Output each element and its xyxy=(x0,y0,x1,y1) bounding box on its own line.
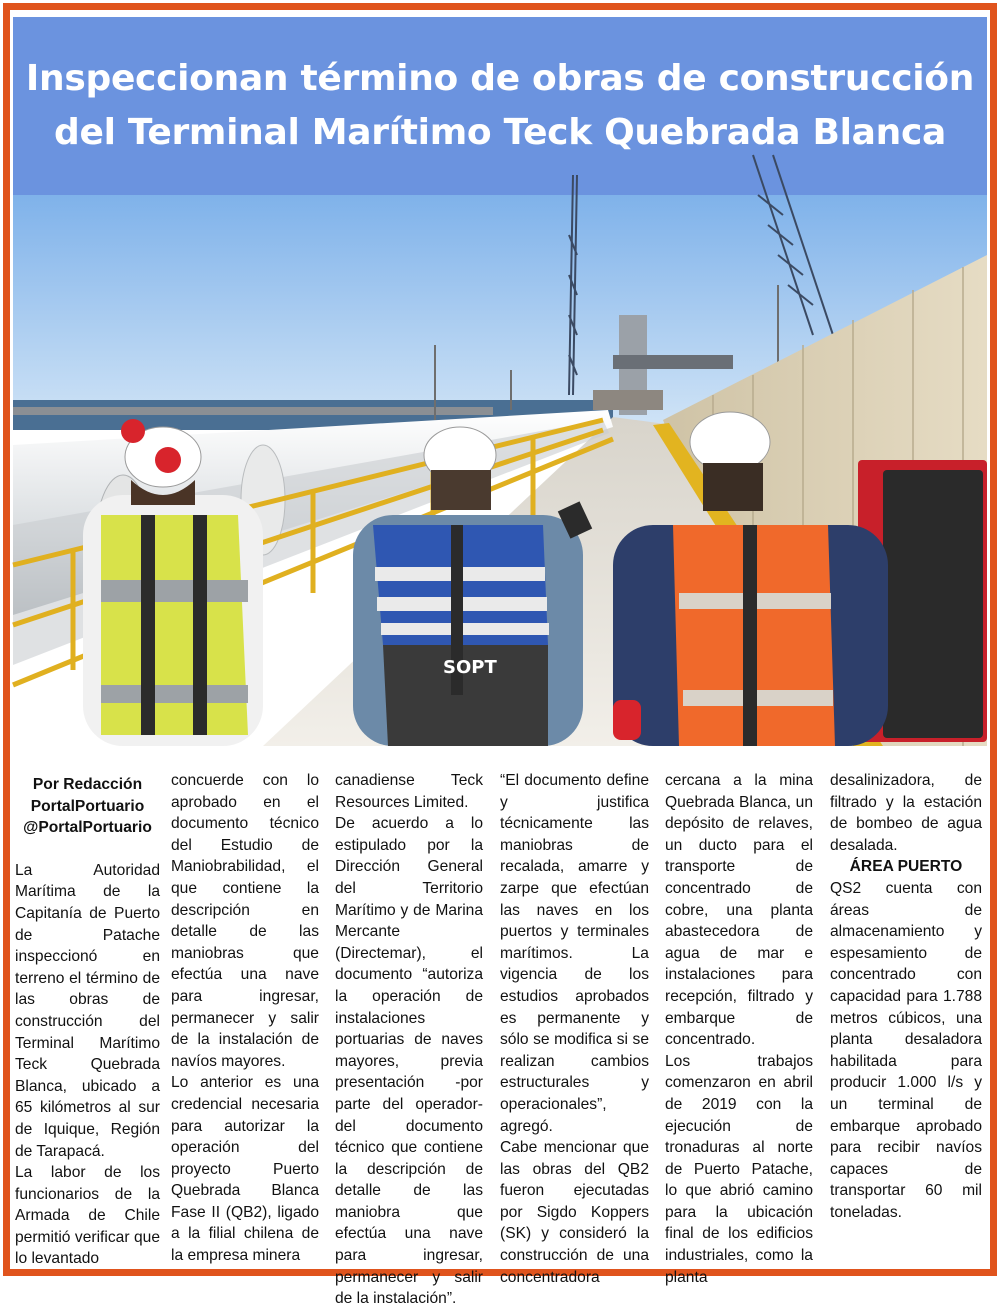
headline-line-2: del Terminal Marítimo Teck Quebrada Blanca xyxy=(54,112,946,153)
paragraph: La labor de los funcionarios de la Armada de Chile permitió verificar que lo levantado xyxy=(15,1164,160,1268)
paragraph: QS2 cuenta con áreas de almacenamiento y espesamiento de concentrado con capacidad para 1.788 metros cúbicos, una planta desaladora habilitada para producir 1.000 l/s y un terminal de embarque aprobado para recibir navíos capaces de transportar 60 mil toneladas. xyxy=(830,879,982,1221)
headline-line-1: Inspeccionan término de obras de construcción xyxy=(25,58,975,99)
paragraph: La Autoridad Marítima de la Capitanía de Puerto de Patache inspeccionó en terreno el término de las obras de construcción del Terminal Marítimo Teck Quebrada Blanca, ubicado a 65 kilómetros al sur de Iquique, Región de Tarapacá. xyxy=(15,861,160,1160)
far-pier xyxy=(13,407,493,415)
paragraph: cercana a la mina Quebrada Blanca, un depósito de relaves, un ducto para el transporte de concentrado de cobre, una planta abastecedora de agua de mar e instalaciones para recepción, filtrado y embarque de concentrado. xyxy=(665,772,813,1049)
article-body xyxy=(13,770,987,1308)
article-column-4 xyxy=(500,770,649,1288)
paragraph: De acuerdo a lo estipulado por la Dirección General del Territorio Marítimo y de Marina Mercante (Directemar), el documento “autoriza la operación de instalaciones portuarias de naves mayores, previa presentación -por parte del operador- del documento técnico que contiene la descripción de detalle de las maniobra que efectúa una nave para ingresar, permanecer y salir de la instalación”. xyxy=(335,815,483,1308)
article-column-5 xyxy=(665,770,813,1288)
port-inspection-photo xyxy=(13,195,987,746)
article-column-3 xyxy=(335,770,483,1310)
article-column-2 xyxy=(171,770,319,1267)
article-column-1 xyxy=(15,774,160,1270)
paragraph: “El documento define y justifica técnicamente las maniobras de recalada, amarre y zarpe que efectúan las naves en los puertos y terminales marítimos. La vigencia de los estudios aprobados es permanente y sólo se modifica si se realizan cambios estructurales y operacionales”, agregó. xyxy=(500,772,649,1135)
byline xyxy=(15,774,160,839)
byline-line-1: Por Redacción xyxy=(32,776,143,793)
section-heading: ÁREA PUERTO xyxy=(849,858,963,876)
paragraph: Cabe mencionar que las obras del QB2 fueron ejecutadas por Sigdo Koppers (SK) y consideró la construcción de una concentradora xyxy=(500,1139,649,1286)
byline-line-2: PortalPortuario xyxy=(30,797,145,815)
headline-banner xyxy=(13,17,987,195)
article-column-6 xyxy=(830,770,982,1223)
paragraph: Los trabajos comenzaron en abril de 2019 con la ejecución de tronaduras al norte de Puerto Patache, lo que abrió camino para la ubicación final de los edificios industriales, como la planta xyxy=(665,1052,813,1286)
paragraph: Lo anterior es una credencial necesaria para autorizar la operación del proyecto Puerto Quebrada Blanca Fase II (QB2), ligado a la filial chilena de la empresa minera xyxy=(171,1074,319,1265)
byline-line-3: @PortalPortuario xyxy=(23,819,152,837)
article-photo xyxy=(13,195,987,746)
paragraph: concuerde con lo aprobado en el documento técnico del Estudio de Maniobrabilidad, el que contiene la descripción en detalle de las maniobras que efectúa una nave para ingresar, permanecer y salir de la instalación de navíos mayores. xyxy=(171,772,319,1070)
paragraph: desalinizadora, de filtrado y la estación de bombeo de agua desalada. xyxy=(830,772,982,854)
vest-center-text: SOPT xyxy=(443,657,497,678)
paragraph: canadiense Teck Resources Limited. xyxy=(335,772,483,811)
